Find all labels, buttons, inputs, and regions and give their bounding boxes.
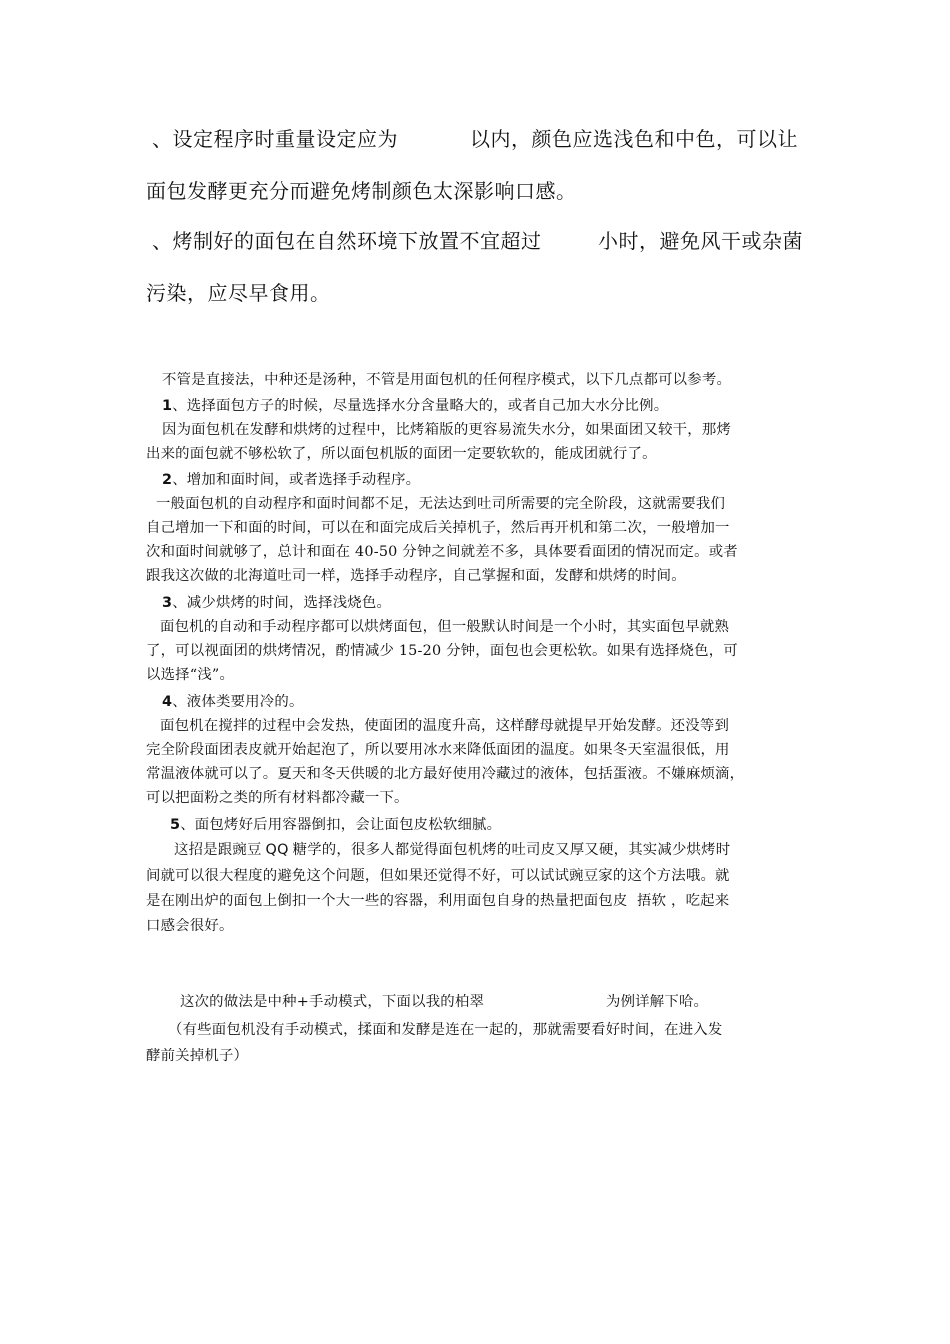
method-intro-a: 这次的做法是中种+手动模式，下面以我的柏翠 (180, 994, 485, 1010)
tip4-number: 4 (162, 694, 173, 710)
tip5-heading (170, 813, 501, 834)
tip2-body-4: 跟我这次做的北海道吐司一样，选择手动程序，自己掌握和面，发酵和烘烤的时间。 (146, 568, 686, 584)
tip2-body-1: 一般面包机的自动程序和面时间都不足，无法达到吐司所需要的完全阶段，这就需要我们 (156, 496, 726, 512)
tip1-number: 1 (162, 398, 173, 414)
tip4-heading (162, 690, 304, 711)
tip3-body-2: 了，可以视面团的烘烤情况，酌情减少 15-20 分钟，面包也会更松软。如果有选择烧色，可 (146, 643, 738, 659)
tip4-body-3: 常温液体就可以了。夏天和冬天供暖的北方最好使用冷藏过的液体，包括蛋液。不嫌麻烦滴， (146, 766, 745, 782)
storage-time-line: 、烤制好的面包在自然环境下放置不宜超过 (152, 229, 542, 253)
tip1-title: 、选择面包方子的时候，尽量选择水分含量略大的，或者自己加大水分比例。 (172, 398, 669, 414)
storage-time-line-cont: 小时，避免风干或杂菌 (598, 229, 803, 253)
tip3-number: 3 (162, 595, 173, 611)
tip5-number: 5 (170, 817, 181, 833)
tip5-body-1a: 这招是跟豌豆 (174, 842, 262, 858)
tip5-title: 、面包烤好后用容器倒扣，会让面包皮松软细腻。 (180, 817, 502, 833)
tip5-body-4: 口感会很好。 (146, 918, 234, 934)
storage-time-line-2: 污染，应尽早食用。 (146, 281, 331, 305)
tip2-number: 2 (162, 472, 173, 488)
tip4-body-2: 完全阶段面团表皮就开始起泡了，所以要用冰水来降低面团的温度。如果冬天室温很低，用 (146, 742, 730, 758)
tips-intro: 不管是直接法，中种还是汤种，不管是用面包机的任何程序模式，以下几点都可以参考。 (162, 372, 732, 388)
tip4-body-1: 面包机在搅拌的过程中会发热，使面团的温度升高，这样酵母就提早开始发酵。还没等到 (160, 718, 730, 734)
tip1-body-2: 出来的面包就不够松软了，所以面包机版的面团一定要软软的，能成团就行了。 (146, 446, 657, 462)
tip1-body-1: 因为面包机在发酵和烘烤的过程中，比烤箱版的更容易流失水分，如果面团又较干，那烤 (162, 422, 732, 438)
method-note-1: （有些面包机没有手动模式，揉面和发酵是连在一起的，那就需要看好时间，在进入发 (168, 1022, 723, 1038)
tip2-heading (162, 468, 420, 489)
tip5-body-1-qq: QQ (265, 842, 289, 858)
tip3-heading (162, 591, 391, 612)
tip4-title: 、液体类要用冷的。 (172, 694, 304, 710)
tip3-title: 、减少烘烤的时间，选择浅烧色。 (172, 595, 392, 611)
tip5-body-1 (174, 838, 730, 859)
tip5-body-1c: 糖学的，很多人都觉得面包机烤的吐司皮又厚又硬，其实减少烘烤时 (292, 842, 731, 858)
tip3-body-1: 面包机的自动和手动程序都可以烘烤面包，但一般默认时间是一个小时，其实面包早就熟 (160, 619, 730, 635)
tip3-body-3: 以选择“浅”。 (146, 667, 235, 683)
method-note-2: 酵前关掉机子） (146, 1048, 249, 1064)
setting-weight-line-2: 面包发酵更充分而避免烤制颜色太深影响口感。 (146, 179, 577, 203)
method-intro-b: 为例详解下哈。 (606, 994, 709, 1010)
tip4-body-4: 可以把面粉之类的所有材料都冷藏一下。 (146, 790, 409, 806)
setting-weight-line: 、设定程序时重量设定应为 (152, 127, 398, 151)
tip2-title: 、增加和面时间，或者选择手动程序。 (172, 472, 421, 488)
tip5-body-2: 间就可以很大程度的避免这个问题，但如果还觉得不好，可以试试豌豆家的这个方法哦。就 (146, 868, 730, 884)
tip2-body-2: 自己增加一下和面的时间，可以在和面完成后关掉机子，然后再开机和第二次，一般增加一 (146, 520, 730, 536)
tip5-body-3: 是在刚出炉的面包上倒扣一个大一些的容器，利用面包自身的热量把面包皮 捂软 ，吃起来 (146, 893, 730, 909)
tip1-heading (162, 394, 668, 415)
tip2-body-3: 次和面时间就够了，总计和面在 40-50 分钟之间就差不多，具体要看面团的情况而定。或者 (146, 544, 738, 560)
setting-weight-line-cont: 以内，颜色应选浅色和中色，可以让 (470, 127, 798, 151)
